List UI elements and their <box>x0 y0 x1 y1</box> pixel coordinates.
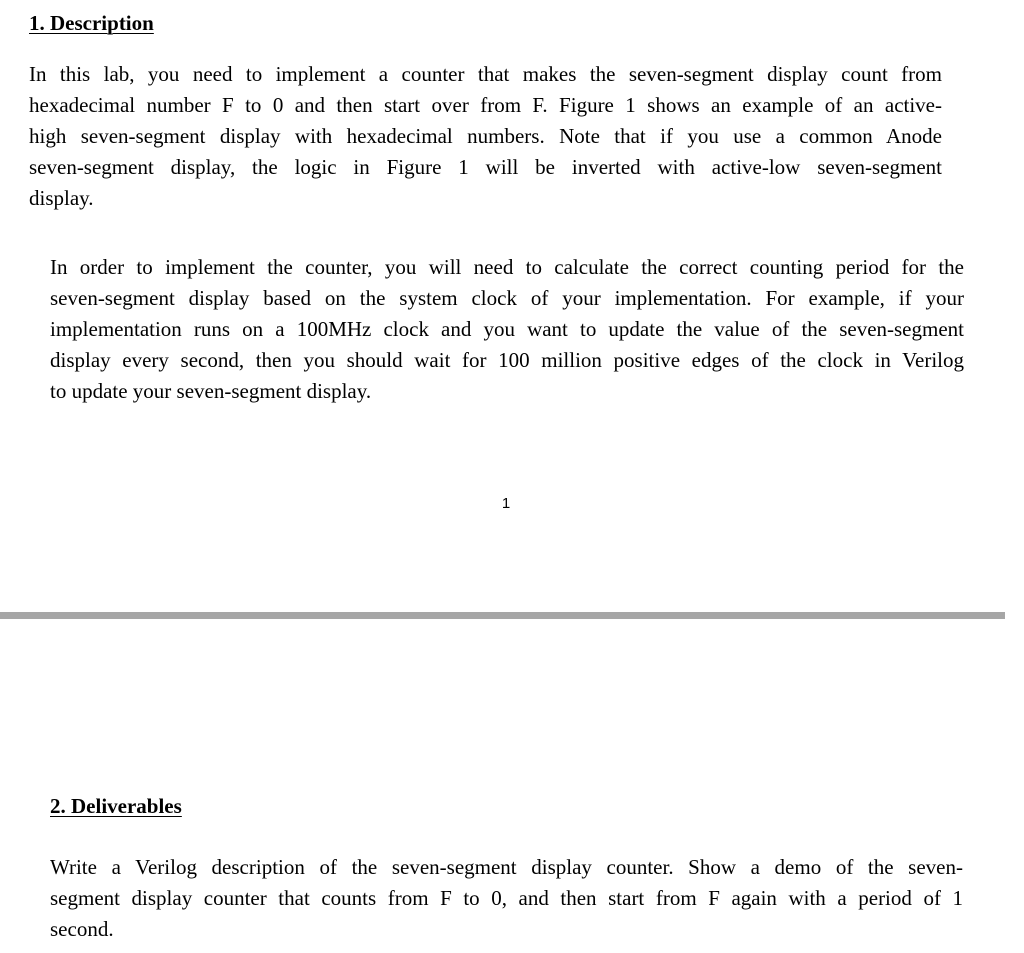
text-line: seven-segment display, the logic in Figure 1 will be inverted with active-low seven-segment <box>29 155 942 179</box>
text-line: display every second, then you should wait for 100 million positive edges of the clock in Verilog <box>50 348 964 372</box>
text-line: to update your seven-segment display. <box>50 379 372 403</box>
text-line: second. <box>50 917 114 941</box>
text-line: Write a Verilog description of the seven-segment display counter. Show a demo of the seven- <box>50 855 963 879</box>
text-line: In this lab, you need to implement a counter that makes the seven-segment display count from <box>29 62 942 86</box>
text-line: high seven-segment display with hexadecimal numbers. Note that if you use a common Anode <box>29 124 942 148</box>
text-line: segment display counter that counts from F to 0, and then start from F again with a period of 1 <box>50 886 963 910</box>
section-heading-description: 1. Description <box>29 11 154 35</box>
page-number: 1 <box>501 495 511 512</box>
document-page-2 <box>0 619 1024 953</box>
text-line: In order to implement the counter, you will need to calculate the correct counting period for the <box>50 255 964 279</box>
text-line: seven-segment display based on the system clock of your implementation. For example, if your <box>50 286 964 310</box>
description-paragraph-2 <box>50 252 964 407</box>
section-heading-deliverables: 2. Deliverables <box>50 794 182 818</box>
text-line: hexadecimal number F to 0 and then start over from F. Figure 1 shows an example of an active- <box>29 93 942 117</box>
text-line: display. <box>29 186 94 210</box>
deliverables-paragraph <box>50 852 963 945</box>
page-separator <box>0 612 1005 619</box>
text-line: implementation runs on a 100MHz clock and you want to update the value of the seven-segment <box>50 317 964 341</box>
description-paragraph-1 <box>29 59 942 214</box>
